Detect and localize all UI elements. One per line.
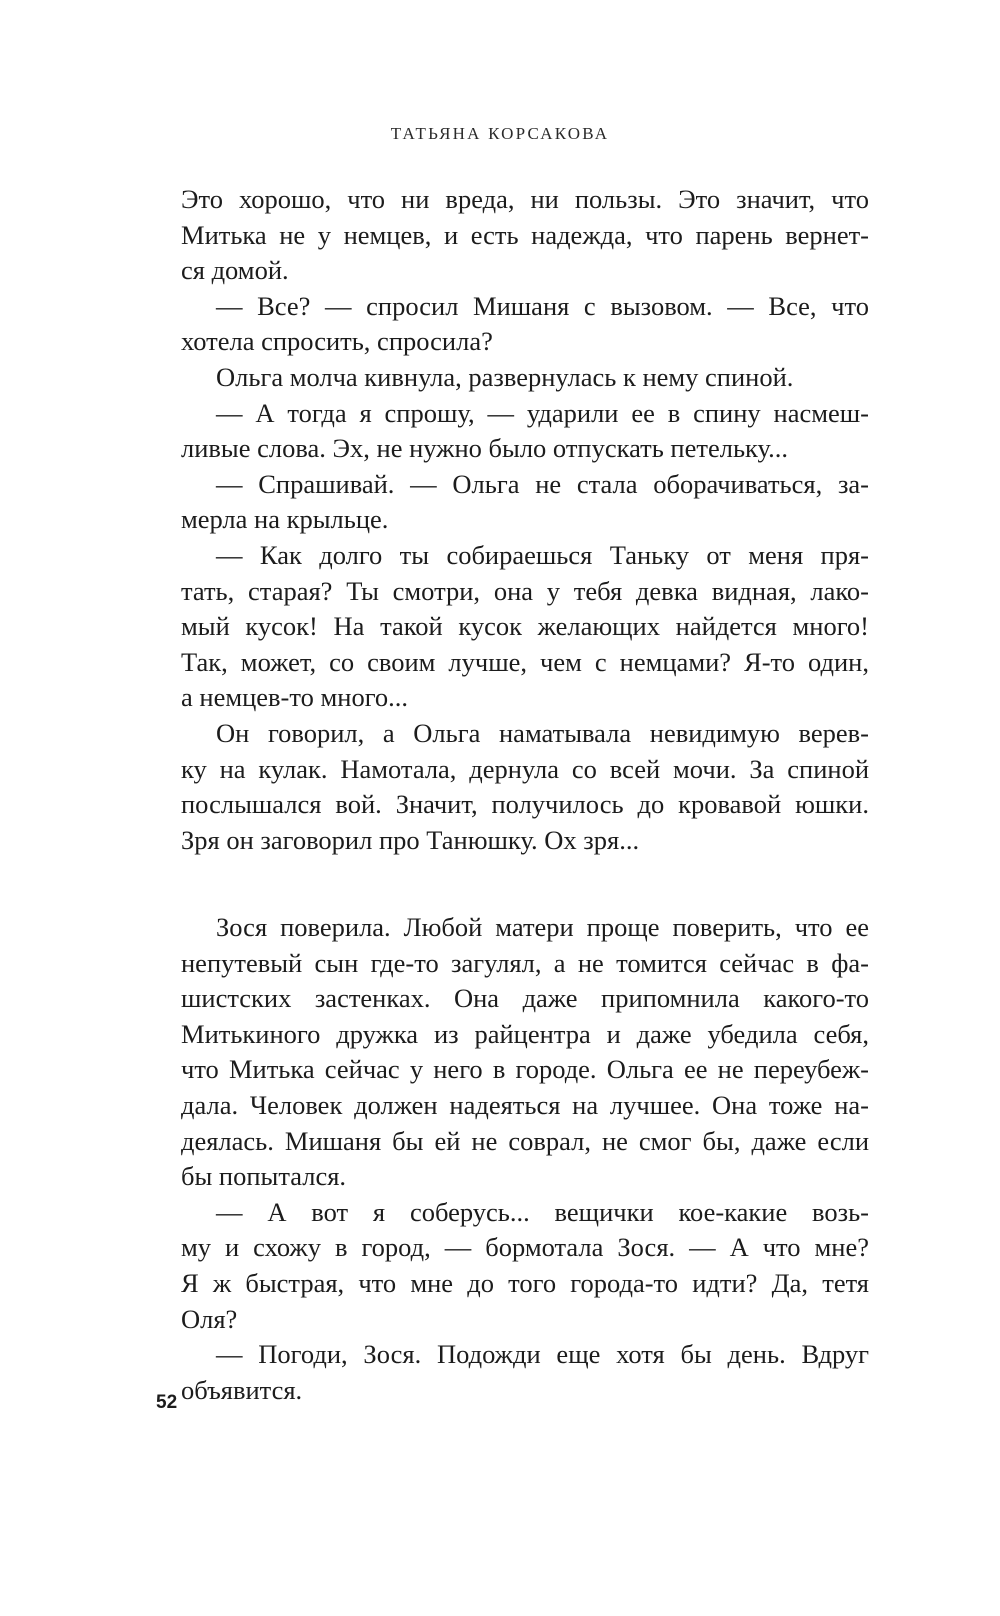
text-line: ся домой. — [181, 255, 289, 286]
text-line: Зря он заговорил про Танюшку. Ох зря... — [181, 824, 640, 855]
text-line: — Спрашивай. — Ольга не стала оборачиваться, за- — [216, 468, 869, 499]
text-line: тать, старая? Ты смотри, она у тебя девка видная, лако- — [181, 575, 869, 606]
page-number: 52 — [156, 1392, 178, 1413]
text-line: Я ж быстрая, что мне до того города-то идти? Да, тетя — [181, 1267, 869, 1298]
text-line: — Погоди, Зося. Подожди еще хотя бы день. Вдруг — [216, 1339, 869, 1370]
text-line: мый кусок! На такой кусок желающих найдется много! — [181, 611, 869, 642]
text-line: Ольга молча кивнула, развернулась к нему спиной. — [216, 361, 794, 392]
text-line: хотела спросить, спросила? — [181, 326, 493, 357]
text-line: Митька не у немцев, и есть надежда, что парень вернет- — [181, 219, 869, 250]
text-line: послышался вой. Значит, получилось до кровавой юшки. — [181, 789, 869, 820]
text-line: а немцев-то много... — [181, 682, 409, 713]
text-line: Митькиного дружка из райцентра и даже убедила себя, — [181, 1018, 869, 1049]
text-line: что Митька сейчас у него в городе. Ольга ее не переубеж- — [181, 1054, 869, 1085]
text-block-2 — [181, 910, 869, 1408]
text-line: Оля? — [181, 1303, 238, 1334]
text-line: Так, может, со своим лучше, чем с немцами? Я-то один, — [181, 646, 869, 677]
text-line: — А вот я соберусь... вещички кое-какие возь- — [216, 1196, 869, 1227]
text-line: мерла на крыльце. — [181, 504, 389, 535]
text-line: дала. Человек должен надеяться на лучшее. Она тоже на- — [181, 1089, 869, 1120]
text-line: ливые слова. Эх, не нужно было отпускать петельку... — [181, 433, 789, 464]
text-line: Это хорошо, что ни вреда, ни пользы. Это значит, что — [181, 184, 869, 214]
text-block-1 — [181, 182, 869, 858]
text-line: шистских застенках. Она даже припомнила какого-то — [181, 983, 869, 1014]
text-line: деялась. Мишаня бы ей не соврал, не смог бы, даже если — [181, 1125, 869, 1156]
text-line: — Как долго ты собираешься Таньку от меня пря- — [216, 539, 869, 570]
text-line: Он говорил, а Ольга наматывала невидимую верев- — [216, 717, 869, 748]
text-line: бы попытался. — [181, 1161, 347, 1192]
text-line: му и схожу в город, — бормотала Зося. — А что мне? — [181, 1232, 869, 1263]
text-line: — Все? — спросил Мишаня с вызовом. — Все, что — [216, 290, 869, 321]
text-line: ку на кулак. Намотала, дернула со всей мочи. За спиной — [181, 753, 869, 784]
running-head: ТАТЬЯНА КОРСАКОВА — [390, 124, 610, 143]
text-line: непутевый сын где-то загулял, а не томится сейчас в фа- — [181, 947, 869, 978]
text-line: — А тогда я спрошу, — ударили ее в спину насмеш- — [216, 397, 869, 428]
text-line: Зося поверила. Любой матери проще поверить, что ее — [216, 912, 869, 942]
text-line: объявится. — [181, 1374, 303, 1405]
